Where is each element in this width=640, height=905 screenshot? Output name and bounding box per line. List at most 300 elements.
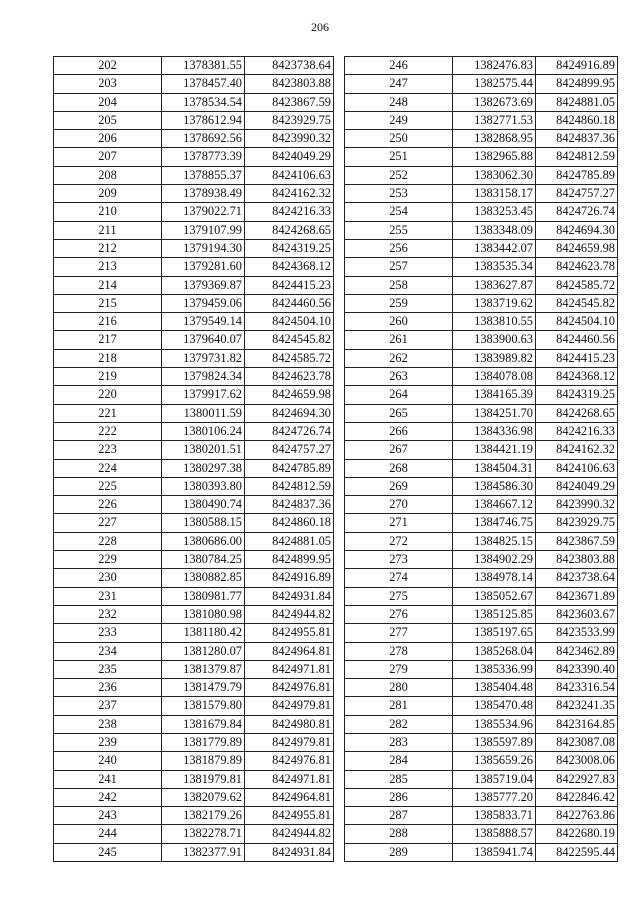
table-row	[345, 733, 618, 751]
y-coordinate-cell: 8424415.23	[245, 276, 334, 294]
table-row	[345, 185, 618, 203]
y-coordinate-cell: 8424944.82	[245, 605, 334, 623]
y-coordinate-cell: 8422680.19	[536, 825, 618, 843]
y-coordinate-cell: 8424976.81	[245, 679, 334, 697]
table-row	[345, 477, 618, 495]
x-coordinate-cell: 1379369.87	[162, 276, 245, 294]
table-row	[54, 313, 334, 331]
y-coordinate-cell: 8424319.25	[536, 386, 618, 404]
x-coordinate-cell: 1378534.54	[162, 93, 245, 111]
point-number-cell: 257	[345, 258, 453, 276]
table-row	[54, 185, 334, 203]
x-coordinate-cell: 1383535.34	[453, 258, 536, 276]
table-row	[54, 715, 334, 733]
point-number-cell: 213	[54, 258, 162, 276]
table-row	[345, 587, 618, 605]
table-row	[345, 807, 618, 825]
point-number-cell: 244	[54, 825, 162, 843]
table-row	[54, 459, 334, 477]
y-coordinate-cell: 8423390.40	[536, 660, 618, 678]
y-coordinate-cell: 8424757.27	[245, 441, 334, 459]
table-row	[345, 404, 618, 422]
table-row	[345, 166, 618, 184]
point-number-cell: 239	[54, 733, 162, 751]
point-number-cell: 225	[54, 477, 162, 495]
point-number-cell: 245	[54, 843, 162, 861]
table-row	[54, 752, 334, 770]
x-coordinate-cell: 1381579.80	[162, 697, 245, 715]
x-coordinate-cell: 1378457.40	[162, 75, 245, 93]
point-number-cell: 219	[54, 368, 162, 386]
table-row	[54, 825, 334, 843]
point-number-cell: 243	[54, 807, 162, 825]
x-coordinate-cell: 1384667.12	[453, 496, 536, 514]
x-coordinate-cell: 1384825.15	[453, 532, 536, 550]
table-row	[345, 422, 618, 440]
table-row	[345, 294, 618, 312]
table-row	[54, 258, 334, 276]
x-coordinate-cell: 1384336.98	[453, 422, 536, 440]
x-coordinate-cell: 1382771.53	[453, 111, 536, 129]
point-number-cell: 237	[54, 697, 162, 715]
x-coordinate-cell: 1381379.87	[162, 660, 245, 678]
x-coordinate-cell: 1382575.44	[453, 75, 536, 93]
table-row	[345, 130, 618, 148]
point-number-cell: 232	[54, 605, 162, 623]
point-number-cell: 249	[345, 111, 453, 129]
y-coordinate-cell: 8423008.06	[536, 752, 618, 770]
y-coordinate-cell: 8424585.72	[245, 349, 334, 367]
y-coordinate-cell: 8424976.81	[245, 752, 334, 770]
y-coordinate-cell: 8423087.08	[536, 733, 618, 751]
y-coordinate-cell: 8424726.74	[536, 203, 618, 221]
y-coordinate-cell: 8424955.81	[245, 807, 334, 825]
table-row	[345, 514, 618, 532]
table-row	[54, 239, 334, 257]
x-coordinate-cell: 1385888.57	[453, 825, 536, 843]
y-coordinate-cell: 8424931.84	[245, 587, 334, 605]
y-coordinate-cell: 8424944.82	[245, 825, 334, 843]
y-coordinate-cell: 8424916.89	[245, 569, 334, 587]
x-coordinate-cell: 1384421.19	[453, 441, 536, 459]
x-coordinate-cell: 1383442.07	[453, 239, 536, 257]
x-coordinate-cell: 1384504.31	[453, 459, 536, 477]
table-row	[345, 605, 618, 623]
x-coordinate-cell: 1383989.82	[453, 349, 536, 367]
table-row	[54, 130, 334, 148]
point-number-cell: 264	[345, 386, 453, 404]
x-coordinate-cell: 1385597.89	[453, 733, 536, 751]
x-coordinate-cell: 1382179.26	[162, 807, 245, 825]
x-coordinate-cell: 1382868.95	[453, 130, 536, 148]
point-number-cell: 240	[54, 752, 162, 770]
x-coordinate-cell: 1383719.62	[453, 294, 536, 312]
y-coordinate-cell: 8424545.82	[536, 294, 618, 312]
point-number-cell: 259	[345, 294, 453, 312]
point-number-cell: 205	[54, 111, 162, 129]
table-row	[345, 642, 618, 660]
x-coordinate-cell: 1385470.48	[453, 697, 536, 715]
y-coordinate-cell: 8423738.64	[536, 569, 618, 587]
x-coordinate-cell: 1379194.30	[162, 239, 245, 257]
y-coordinate-cell: 8423533.99	[536, 624, 618, 642]
table-row	[54, 697, 334, 715]
table-row	[54, 496, 334, 514]
y-coordinate-cell: 8423929.75	[536, 514, 618, 532]
y-coordinate-cell: 8423316.54	[536, 679, 618, 697]
y-coordinate-cell: 8424964.81	[245, 788, 334, 806]
y-coordinate-cell: 8423462.89	[536, 642, 618, 660]
y-coordinate-cell: 8424837.36	[245, 496, 334, 514]
x-coordinate-cell: 1380106.24	[162, 422, 245, 440]
table-row	[54, 148, 334, 166]
point-number-cell: 212	[54, 239, 162, 257]
x-coordinate-cell: 1378773.39	[162, 148, 245, 166]
point-number-cell: 214	[54, 276, 162, 294]
x-coordinate-cell: 1385534.96	[453, 715, 536, 733]
table-row	[345, 258, 618, 276]
point-number-cell: 277	[345, 624, 453, 642]
x-coordinate-cell: 1383253.45	[453, 203, 536, 221]
table-row	[54, 514, 334, 532]
x-coordinate-cell: 1381280.07	[162, 642, 245, 660]
x-coordinate-cell: 1378938.49	[162, 185, 245, 203]
y-coordinate-cell: 8424955.81	[245, 624, 334, 642]
point-number-cell: 242	[54, 788, 162, 806]
point-number-cell: 268	[345, 459, 453, 477]
x-coordinate-cell: 1384978.14	[453, 569, 536, 587]
table-row	[345, 221, 618, 239]
point-number-cell: 279	[345, 660, 453, 678]
point-number-cell: 272	[345, 532, 453, 550]
x-coordinate-cell: 1383158.17	[453, 185, 536, 203]
x-coordinate-cell: 1379731.82	[162, 349, 245, 367]
point-number-cell: 234	[54, 642, 162, 660]
point-number-cell: 273	[345, 551, 453, 569]
point-number-cell: 210	[54, 203, 162, 221]
point-number-cell: 217	[54, 331, 162, 349]
page-number: 206	[311, 20, 329, 34]
x-coordinate-cell: 1385404.48	[453, 679, 536, 697]
y-coordinate-cell: 8423990.32	[536, 496, 618, 514]
y-coordinate-cell: 8424785.89	[536, 166, 618, 184]
x-coordinate-cell: 1381979.81	[162, 770, 245, 788]
x-coordinate-cell: 1380297.38	[162, 459, 245, 477]
x-coordinate-cell: 1380393.80	[162, 477, 245, 495]
x-coordinate-cell: 1380981.77	[162, 587, 245, 605]
y-coordinate-cell: 8422763.86	[536, 807, 618, 825]
x-coordinate-cell: 1379640.07	[162, 331, 245, 349]
point-number-cell: 221	[54, 404, 162, 422]
table-row	[54, 386, 334, 404]
point-number-cell: 269	[345, 477, 453, 495]
x-coordinate-cell: 1383348.09	[453, 221, 536, 239]
y-coordinate-cell: 8423603.67	[536, 605, 618, 623]
table-row	[54, 624, 334, 642]
point-number-cell: 284	[345, 752, 453, 770]
table-row	[54, 166, 334, 184]
y-coordinate-cell: 8424623.78	[245, 368, 334, 386]
table-row	[345, 239, 618, 257]
x-coordinate-cell: 1380011.59	[162, 404, 245, 422]
table-row	[54, 843, 334, 861]
table-row	[54, 642, 334, 660]
point-number-cell: 278	[345, 642, 453, 660]
x-coordinate-cell: 1382278.71	[162, 825, 245, 843]
y-coordinate-cell: 8424881.05	[536, 93, 618, 111]
table-row	[54, 276, 334, 294]
point-number-cell: 226	[54, 496, 162, 514]
x-coordinate-cell: 1379022.71	[162, 203, 245, 221]
table-row	[54, 111, 334, 129]
x-coordinate-cell: 1381180.42	[162, 624, 245, 642]
y-coordinate-cell: 8424899.95	[536, 75, 618, 93]
table-row	[54, 605, 334, 623]
x-coordinate-cell: 1385833.71	[453, 807, 536, 825]
table-row	[345, 679, 618, 697]
table-row	[345, 441, 618, 459]
x-coordinate-cell: 1381879.89	[162, 752, 245, 770]
y-coordinate-cell: 8424899.95	[245, 551, 334, 569]
x-coordinate-cell: 1380882.85	[162, 569, 245, 587]
y-coordinate-cell: 8424757.27	[536, 185, 618, 203]
table-row	[345, 368, 618, 386]
y-coordinate-cell: 8424785.89	[245, 459, 334, 477]
y-coordinate-cell: 8423164.85	[536, 715, 618, 733]
point-number-cell: 266	[345, 422, 453, 440]
point-number-cell: 206	[54, 130, 162, 148]
y-coordinate-cell: 8424659.98	[245, 386, 334, 404]
x-coordinate-cell: 1380784.25	[162, 551, 245, 569]
point-number-cell: 203	[54, 75, 162, 93]
y-coordinate-cell: 8424106.63	[536, 459, 618, 477]
point-number-cell: 229	[54, 551, 162, 569]
table-row	[345, 75, 618, 93]
point-number-cell: 241	[54, 770, 162, 788]
y-coordinate-cell: 8424860.18	[536, 111, 618, 129]
table-row	[54, 331, 334, 349]
y-coordinate-cell: 8424460.56	[245, 294, 334, 312]
point-number-cell: 224	[54, 459, 162, 477]
table-row	[345, 313, 618, 331]
table-row	[345, 551, 618, 569]
point-number-cell: 271	[345, 514, 453, 532]
y-coordinate-cell: 8424980.81	[245, 715, 334, 733]
point-number-cell: 287	[345, 807, 453, 825]
point-number-cell: 270	[345, 496, 453, 514]
table-row	[54, 788, 334, 806]
y-coordinate-cell: 8424415.23	[536, 349, 618, 367]
table-row	[54, 294, 334, 312]
x-coordinate-cell: 1385719.04	[453, 770, 536, 788]
x-coordinate-cell: 1382476.83	[453, 57, 536, 75]
x-coordinate-cell: 1382377.91	[162, 843, 245, 861]
x-coordinate-cell: 1381479.79	[162, 679, 245, 697]
x-coordinate-cell: 1382079.62	[162, 788, 245, 806]
point-number-cell: 285	[345, 770, 453, 788]
table-row	[54, 221, 334, 239]
x-coordinate-cell: 1385941.74	[453, 843, 536, 861]
point-number-cell: 275	[345, 587, 453, 605]
table-row	[54, 368, 334, 386]
y-coordinate-cell: 8423867.59	[536, 532, 618, 550]
x-coordinate-cell: 1381779.89	[162, 733, 245, 751]
table-row	[345, 788, 618, 806]
table-row	[54, 422, 334, 440]
table-row	[345, 660, 618, 678]
y-coordinate-cell: 8422846.42	[536, 788, 618, 806]
x-coordinate-cell: 1378381.55	[162, 57, 245, 75]
y-coordinate-cell: 8424916.89	[536, 57, 618, 75]
table-row	[54, 93, 334, 111]
table-row	[345, 349, 618, 367]
table-row	[345, 276, 618, 294]
x-coordinate-cell: 1385052.67	[453, 587, 536, 605]
table-row	[345, 93, 618, 111]
table-row	[345, 825, 618, 843]
point-number-cell: 286	[345, 788, 453, 806]
point-number-cell: 276	[345, 605, 453, 623]
y-coordinate-cell: 8424504.10	[245, 313, 334, 331]
coordinates-table-right	[344, 56, 618, 862]
point-number-cell: 274	[345, 569, 453, 587]
point-number-cell: 280	[345, 679, 453, 697]
table-row	[54, 551, 334, 569]
x-coordinate-cell: 1384746.75	[453, 514, 536, 532]
point-number-cell: 250	[345, 130, 453, 148]
point-number-cell: 253	[345, 185, 453, 203]
point-number-cell: 211	[54, 221, 162, 239]
table-row	[54, 441, 334, 459]
table-row	[345, 532, 618, 550]
y-coordinate-cell: 8423671.89	[536, 587, 618, 605]
y-coordinate-cell: 8424726.74	[245, 422, 334, 440]
table-row	[345, 148, 618, 166]
table-row	[345, 203, 618, 221]
x-coordinate-cell: 1379917.62	[162, 386, 245, 404]
y-coordinate-cell: 8424979.81	[245, 733, 334, 751]
point-number-cell: 220	[54, 386, 162, 404]
point-number-cell: 223	[54, 441, 162, 459]
point-number-cell: 281	[345, 697, 453, 715]
table-row	[54, 404, 334, 422]
table-row	[54, 569, 334, 587]
y-coordinate-cell: 8423990.32	[245, 130, 334, 148]
y-coordinate-cell: 8424162.32	[536, 441, 618, 459]
x-coordinate-cell: 1384902.29	[453, 551, 536, 569]
x-coordinate-cell: 1385197.65	[453, 624, 536, 642]
x-coordinate-cell: 1384586.30	[453, 477, 536, 495]
y-coordinate-cell: 8424659.98	[536, 239, 618, 257]
x-coordinate-cell: 1381679.84	[162, 715, 245, 733]
y-coordinate-cell: 8424837.36	[536, 130, 618, 148]
point-number-cell: 235	[54, 660, 162, 678]
point-number-cell: 252	[345, 166, 453, 184]
y-coordinate-cell: 8423867.59	[245, 93, 334, 111]
table-row	[345, 496, 618, 514]
x-coordinate-cell: 1385268.04	[453, 642, 536, 660]
y-coordinate-cell: 8424049.29	[536, 477, 618, 495]
table-row	[345, 697, 618, 715]
x-coordinate-cell: 1385777.20	[453, 788, 536, 806]
point-number-cell: 262	[345, 349, 453, 367]
y-coordinate-cell: 8424504.10	[536, 313, 618, 331]
point-number-cell: 288	[345, 825, 453, 843]
y-coordinate-cell: 8424623.78	[536, 258, 618, 276]
x-coordinate-cell: 1381080.98	[162, 605, 245, 623]
x-coordinate-cell: 1385125.85	[453, 605, 536, 623]
y-coordinate-cell: 8424585.72	[536, 276, 618, 294]
x-coordinate-cell: 1378855.37	[162, 166, 245, 184]
x-coordinate-cell: 1383810.55	[453, 313, 536, 331]
x-coordinate-cell: 1385336.99	[453, 660, 536, 678]
y-coordinate-cell: 8423803.88	[536, 551, 618, 569]
x-coordinate-cell: 1380201.51	[162, 441, 245, 459]
point-number-cell: 233	[54, 624, 162, 642]
table-row	[54, 733, 334, 751]
table-row	[345, 57, 618, 75]
point-number-cell: 222	[54, 422, 162, 440]
x-coordinate-cell: 1380588.15	[162, 514, 245, 532]
y-coordinate-cell: 8424319.25	[245, 239, 334, 257]
x-coordinate-cell: 1385659.26	[453, 752, 536, 770]
table-row	[345, 752, 618, 770]
y-coordinate-cell: 8424216.33	[245, 203, 334, 221]
point-number-cell: 236	[54, 679, 162, 697]
point-number-cell: 265	[345, 404, 453, 422]
table-row	[54, 770, 334, 788]
x-coordinate-cell: 1379107.99	[162, 221, 245, 239]
y-coordinate-cell: 8423738.64	[245, 57, 334, 75]
table-row	[345, 624, 618, 642]
x-coordinate-cell: 1380490.74	[162, 496, 245, 514]
point-number-cell: 248	[345, 93, 453, 111]
point-number-cell: 256	[345, 239, 453, 257]
point-number-cell: 247	[345, 75, 453, 93]
x-coordinate-cell: 1380686.00	[162, 532, 245, 550]
y-coordinate-cell: 8424971.81	[245, 770, 334, 788]
table-row	[54, 203, 334, 221]
y-coordinate-cell: 8424368.12	[536, 368, 618, 386]
x-coordinate-cell: 1378692.56	[162, 130, 245, 148]
point-number-cell: 227	[54, 514, 162, 532]
point-number-cell: 231	[54, 587, 162, 605]
y-coordinate-cell: 8424460.56	[536, 331, 618, 349]
y-coordinate-cell: 8424971.81	[245, 660, 334, 678]
y-coordinate-cell: 8424931.84	[245, 843, 334, 861]
x-coordinate-cell: 1384078.08	[453, 368, 536, 386]
table-row	[345, 331, 618, 349]
point-number-cell: 215	[54, 294, 162, 312]
point-number-cell: 238	[54, 715, 162, 733]
x-coordinate-cell: 1379824.34	[162, 368, 245, 386]
point-number-cell: 261	[345, 331, 453, 349]
x-coordinate-cell: 1383062.30	[453, 166, 536, 184]
point-number-cell: 289	[345, 843, 453, 861]
table-row	[345, 569, 618, 587]
table-row	[345, 715, 618, 733]
table-row	[54, 660, 334, 678]
x-coordinate-cell: 1378612.94	[162, 111, 245, 129]
y-coordinate-cell: 8423803.88	[245, 75, 334, 93]
y-coordinate-cell: 8424162.32	[245, 185, 334, 203]
table-row	[54, 587, 334, 605]
point-number-cell: 260	[345, 313, 453, 331]
x-coordinate-cell: 1383627.87	[453, 276, 536, 294]
point-number-cell: 282	[345, 715, 453, 733]
y-coordinate-cell: 8423241.35	[536, 697, 618, 715]
point-number-cell: 204	[54, 93, 162, 111]
